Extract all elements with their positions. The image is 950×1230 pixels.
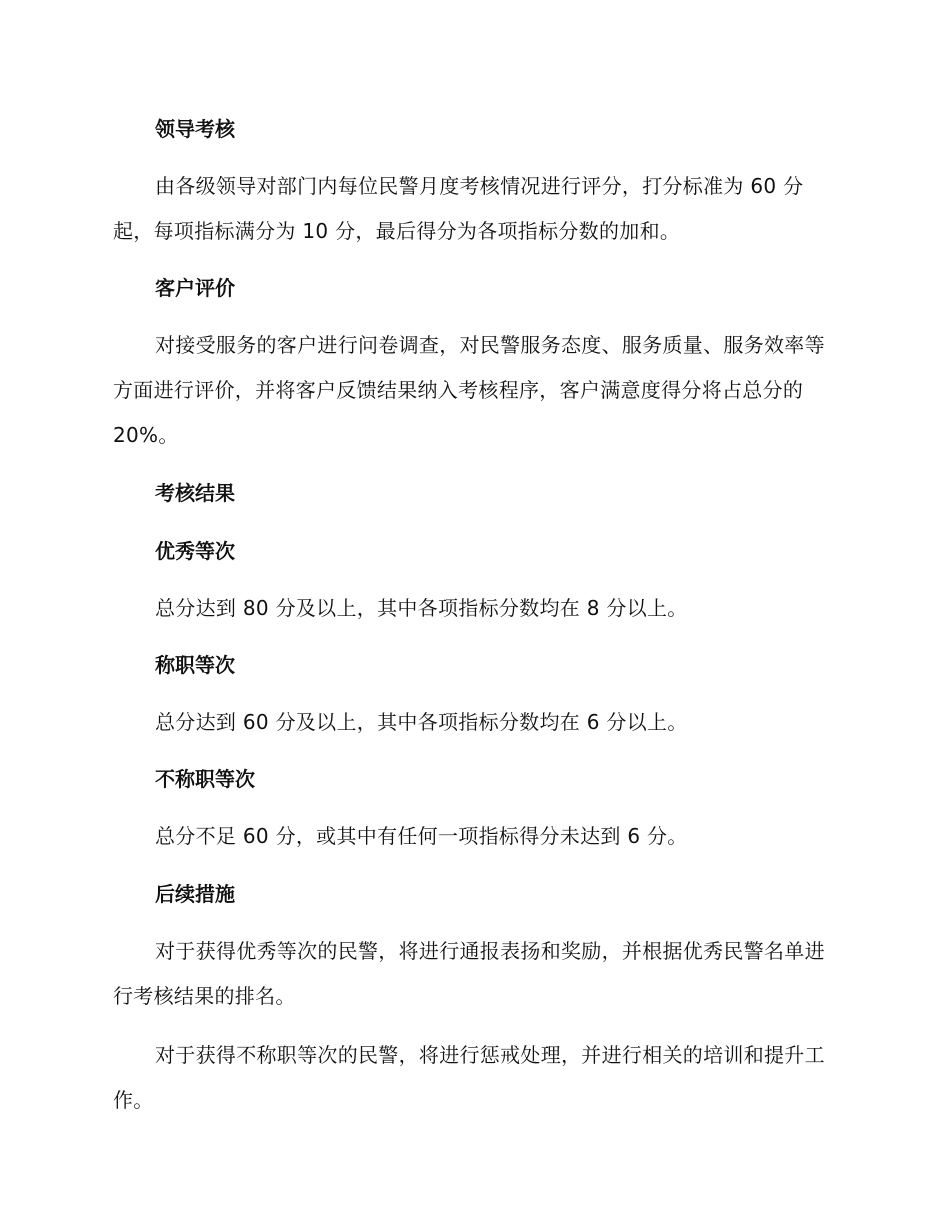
- paragraph-follow-up-discipline: 对于获得不称职等次的民警，将进行惩戒处理，并进行相关的培训和提升工作。: [113, 1043, 825, 1112]
- heading-excellent-grade: 优秀等次: [155, 539, 235, 563]
- heading-leader-assessment: 领导考核: [155, 117, 235, 141]
- heading-competent-grade: 称职等次: [155, 653, 235, 677]
- paragraph-competent-grade: 总分达到 60 分及以上，其中各项指标分数均在 6 分以上。: [155, 710, 688, 734]
- paragraph-excellent-grade: 总分达到 80 分及以上，其中各项指标分数均在 8 分以上。: [155, 596, 688, 620]
- paragraph-incompetent-grade: 总分不足 60 分，或其中有任何一项指标得分未达到 6 分。: [155, 824, 688, 848]
- heading-follow-up-measures: 后续措施: [155, 882, 235, 906]
- heading-incompetent-grade: 不称职等次: [155, 767, 255, 791]
- paragraph-leader-assessment: 由各级领导对部门内每位民警月度考核情况进行评分，打分标准为 60 分起，每项指标满分为 10 分，最后得分为各项指标分数的加和。: [113, 174, 804, 243]
- paragraph-follow-up-reward: 对于获得优秀等次的民警，将进行通报表扬和奖励，并根据优秀民警名单进行考核结果的排名。: [113, 939, 825, 1008]
- paragraph-customer-evaluation: 对接受服务的客户进行问卷调查，对民警服务态度、服务质量、服务效率等方面进行评价，并将客户反馈结果纳入考核程序，客户满意度得分将占总分的 20%。: [113, 333, 825, 447]
- heading-customer-evaluation: 客户评价: [155, 276, 235, 300]
- heading-assessment-results: 考核结果: [155, 481, 235, 505]
